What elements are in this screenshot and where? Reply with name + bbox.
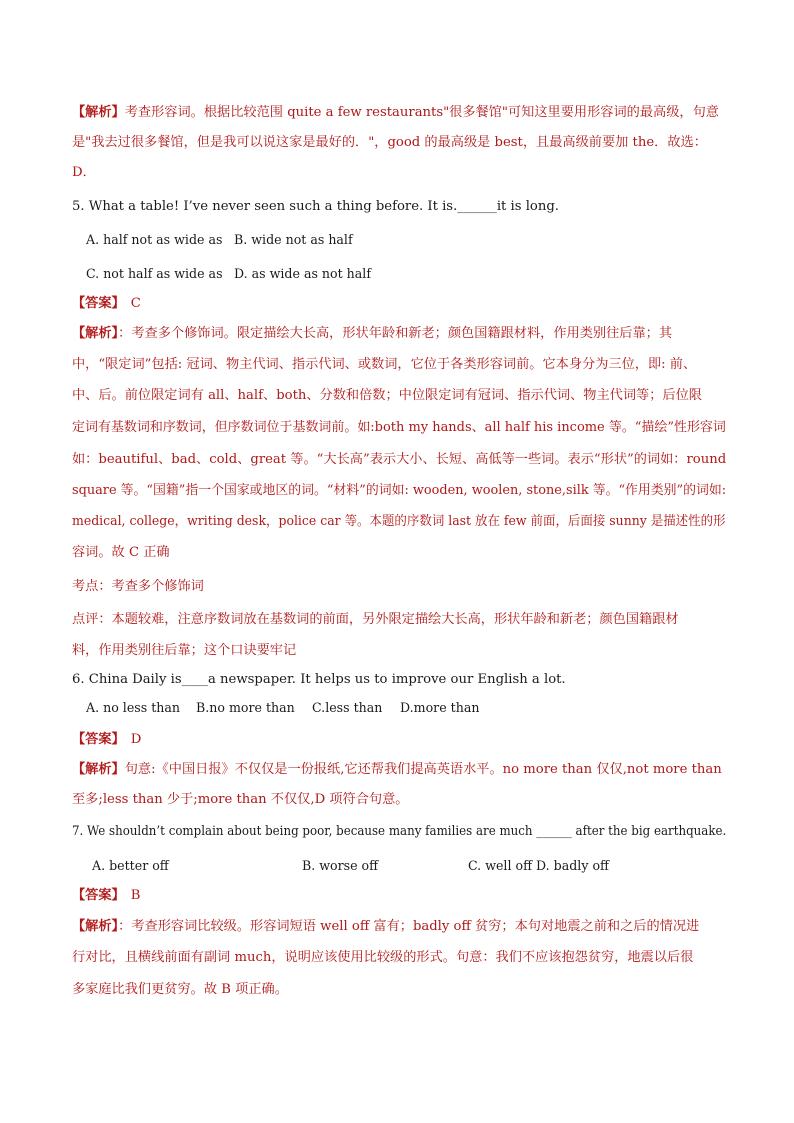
q6-analysis-line-1 — [72, 760, 722, 780]
q5-option-b: B. wide not as half — [234, 232, 353, 247]
q5-analysis-line-3: 中、后。前位限定词有 all、half、both、分数和倍数；中位限定词有冠词、指示代词、物主代词等；后位限 — [72, 388, 702, 403]
q5-option-a: A. half not as wide as — [86, 232, 223, 247]
question-7: 7. We shouldn’t complain about being poor, because many families are much ______ after the big earthquake. — [72, 824, 727, 839]
answer-value: D — [130, 732, 142, 747]
q7-answer — [72, 886, 140, 906]
q7-option-cd: C. well off D. badly off — [468, 858, 609, 873]
analysis-text: 句意:《中国日报》不仅仅是一份报纸,它还帮我们提高英语水平。no more than 仅仅,not more than — [124, 762, 722, 777]
q5-analysis-line-5: 如：beautiful、bad、cold、great 等。“大长高”表示大小、长短、高低等一些词。表示“形状”的词如：round — [72, 452, 727, 467]
q5-analysis-line-8: 容词。故 C 正确 — [72, 545, 170, 560]
q4-analysis-line-3: D． — [72, 165, 96, 180]
answer-tag: 【答案】 — [72, 296, 125, 311]
analysis-text: ：考查形容词比较级。形容词短语 well off 富有；badly off 贫穷；本句对地震之前和之后的情况进 — [118, 919, 700, 934]
q5-option-d: D. as wide as not half — [234, 266, 371, 281]
q6-option-d: D.more than — [400, 700, 480, 715]
q5-analysis-line-7: medical, college，writing desk，police car 等。本题的序数词 last 放在 few 前面，后面接 sunny 是描述性的形 — [72, 514, 726, 529]
q6-option-b: B.no more than — [196, 700, 295, 715]
q6-option-c: C.less than — [312, 700, 383, 715]
q5-dianping-line-2: 料，作用类别往后靠；这个口诀要牢记 — [72, 643, 297, 658]
analysis-text: ：考查多个修饰词。限定描绘大长高，形状年龄和新老；颜色国籍跟材料，作用类别往后靠；其 — [118, 326, 673, 341]
q6-option-a: A. no less than — [86, 700, 180, 715]
q4-analysis-line-1 — [72, 103, 719, 123]
q5-analysis-line-4: 定词有基数词和序数词，但序数词位于基数词前。如:both my hands、all half his income 等。“描绘”性形容词 — [72, 420, 726, 435]
q5-answer — [72, 294, 141, 314]
q7-option-b: B. worse off — [302, 858, 379, 873]
answer-value: C — [130, 296, 141, 311]
analysis-tag: 【解析】 — [72, 105, 125, 120]
q5-analysis-line-6: square 等。“国籍”指一个国家或地区的词。“材料”的词如: wooden, woolen, stone,silk 等。“作用类别”的词如: — [72, 483, 727, 498]
answer-tag: 【答案】 — [72, 888, 125, 903]
q5-dianping-line-1: 点评：本题较难，注意序数词放在基数词的前面，另外限定描绘大长高，形状年龄和新老；颜色国籍跟材 — [72, 612, 679, 627]
answer-tag: 【答案】 — [72, 732, 125, 747]
q5-option-c: C. not half as wide as — [86, 266, 223, 281]
question-6: 6. China Daily is____a newspaper. It helps us to improve our English a lot. — [72, 672, 566, 687]
analysis-tag: 【解析】 — [72, 762, 125, 777]
question-5: 5. What a table! I’ve never seen such a thing before. It is.______it is long. — [72, 199, 559, 214]
q5-analysis-line-1 — [72, 324, 672, 344]
answer-value: B — [130, 888, 141, 903]
q7-analysis-line-3: 多家庭比我们更贫穷。故 B 项正确。 — [72, 982, 288, 997]
q6-analysis-line-2: 至多;less than 少于;more than 不仅仅,D 项符合句意。 — [72, 792, 409, 807]
q5-kaodian: 考点：考查多个修饰词 — [72, 579, 204, 594]
q5-analysis-line-2: 中，“限定词”包括: 冠词、物主代词、指示代词、或数词，它位于各类形容词前。它本身分为三位，即: 前、 — [72, 357, 697, 372]
q7-option-a: A. better off — [92, 858, 169, 873]
q7-analysis-line-2: 行对比，且横线前面有副词 much，说明应该使用比较级的形式。句意：我们不应该抱怨贫穷，地震以后很 — [72, 950, 694, 965]
analysis-tag: 【解析】 — [72, 919, 119, 934]
q6-answer — [72, 730, 141, 750]
analysis-tag: 【解析】 — [72, 326, 119, 341]
analysis-text: 考查形容词。根据比较范围 quite a few restaurants"很多餐馆"可知这里要用形容词的最高级，句意 — [124, 105, 719, 120]
q4-analysis-line-2: 是"我去过很多餐馆，但是我可以说这家是最好的．"，good 的最高级是 best，且最高级前要加 the．故选： — [72, 135, 707, 150]
q7-analysis-line-1 — [72, 917, 699, 937]
